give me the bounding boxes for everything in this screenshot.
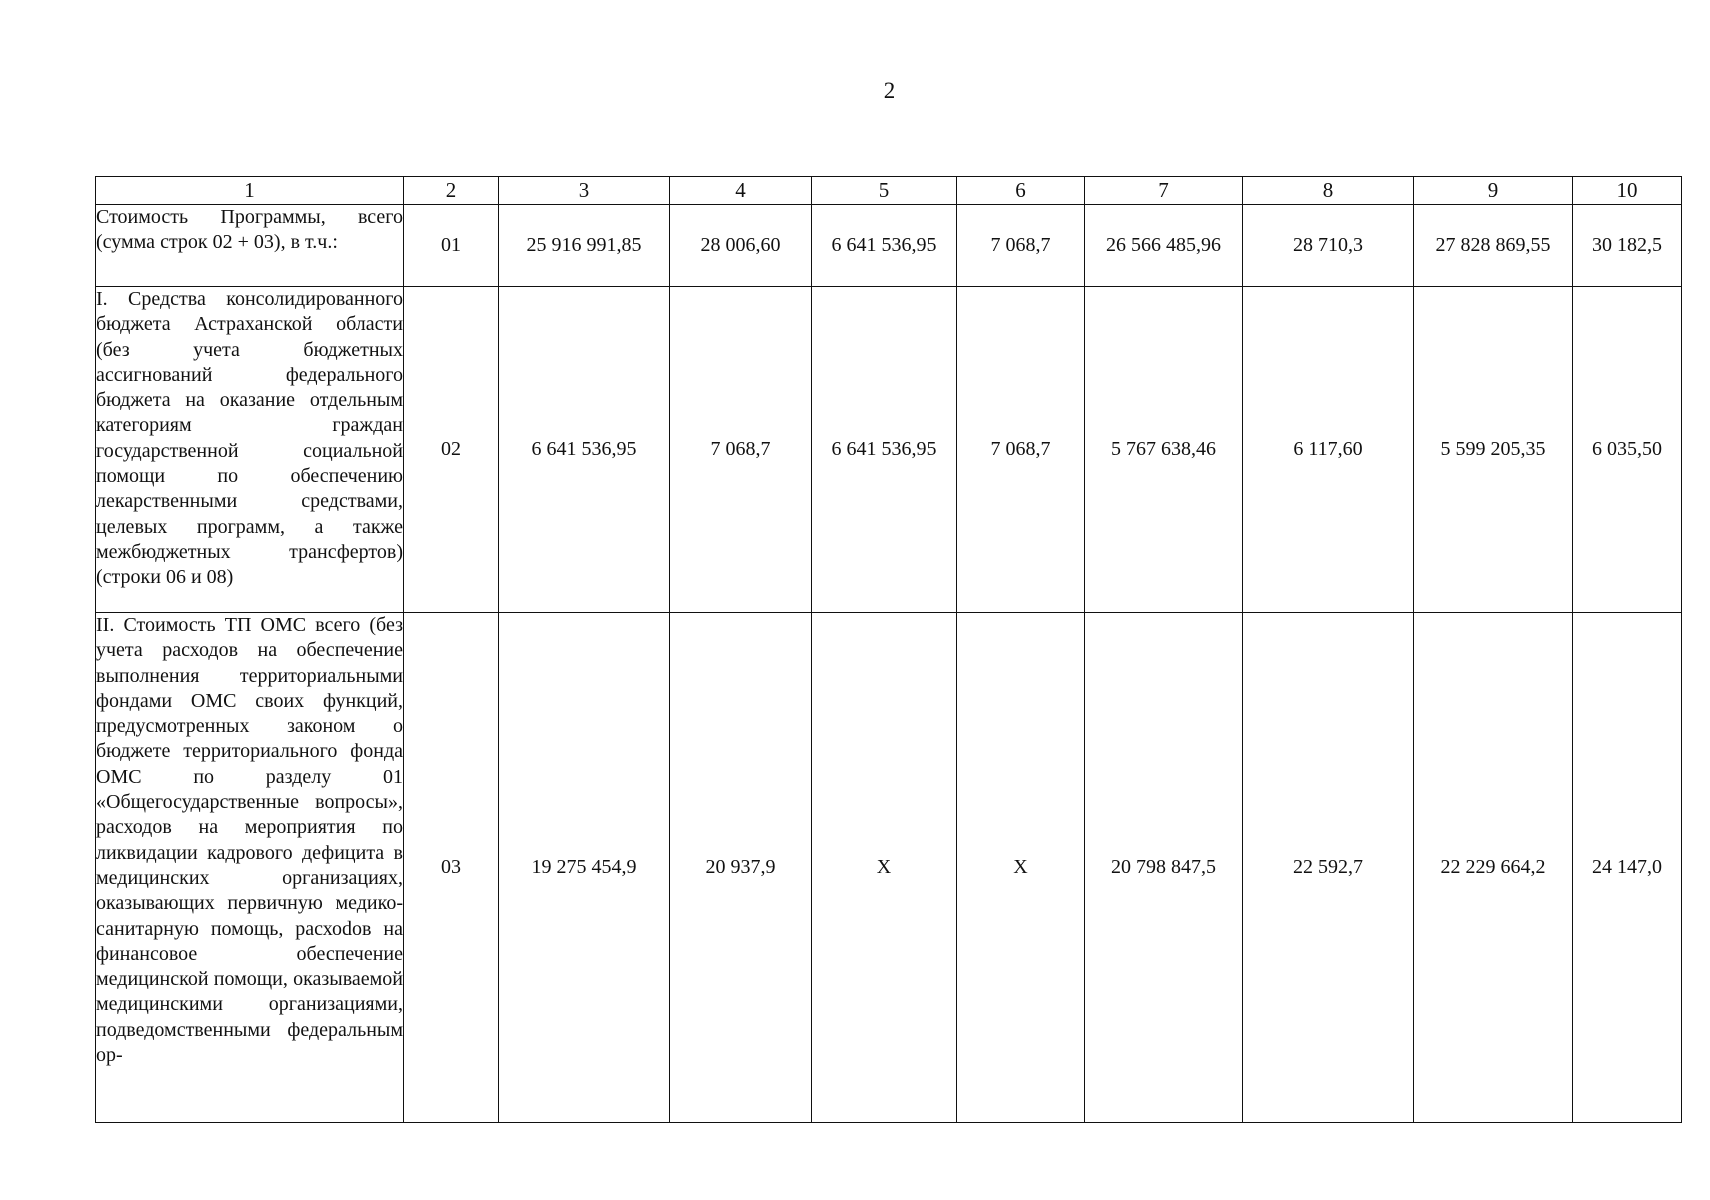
cell-value: 22 229 664,2 bbox=[1414, 613, 1573, 1123]
column-header: 1 bbox=[96, 177, 404, 205]
cell-value: 6 117,60 bbox=[1243, 287, 1414, 613]
cell-value: 25 916 991,85 bbox=[499, 205, 670, 287]
column-header: 8 bbox=[1243, 177, 1414, 205]
column-header: 9 bbox=[1414, 177, 1573, 205]
table-row bbox=[96, 613, 1682, 1123]
column-header: 7 bbox=[1085, 177, 1243, 205]
column-header: 10 bbox=[1573, 177, 1682, 205]
cell-value: 28 006,60 bbox=[670, 205, 812, 287]
cell-value: 26 566 485,96 bbox=[1085, 205, 1243, 287]
row-description: I. Средства консолидированного бюджета Астраханской области (без учета бюджетных ассигнований федерального бюджета на оказание отдельным категориям граждан государственной социальной помощи по обеспечению лекарственными средствами, целевых программ, а также межбюджетных трансфертов) (строки 06 и 08) bbox=[96, 287, 404, 613]
cell-value: 20 937,9 bbox=[670, 613, 812, 1123]
column-number-row bbox=[96, 177, 1682, 205]
row-description-text: II. Стоимость ТП ОМС всего (без учета расходов на обеспечение выполнения территориальными фондами ОМС своих функций, предусмотренных законом о бюджете территориального фонда ОМС по разделу 01 «Общегосударственные вопросы», расходов на мероприятия по ликвидации кадрового дефицита в медицинских организациях, оказывающих первичную медико-санитарную помощь, расхоdов на финансовое обеспечение медицинской помощи, оказываемой медицинскими организациями, подведомственными федеральным ор- bbox=[96, 614, 403, 1067]
row-code: 01 bbox=[404, 205, 499, 287]
table-row bbox=[96, 205, 1682, 287]
cell-value: X bbox=[957, 613, 1085, 1123]
cell-value: 6 641 536,95 bbox=[812, 205, 957, 287]
table-row bbox=[96, 287, 1682, 613]
cell-value: 22 592,7 bbox=[1243, 613, 1414, 1123]
row-description bbox=[96, 613, 404, 1123]
cell-value: X bbox=[812, 613, 957, 1123]
cost-table bbox=[95, 176, 1682, 1123]
page-number: 2 bbox=[883, 78, 896, 103]
row-description: Стоимость Программы, всего (сумма строк 02 + 03), в т.ч.: bbox=[96, 205, 404, 287]
cell-value: 24 147,0 bbox=[1573, 613, 1682, 1123]
row-code: 03 bbox=[404, 613, 499, 1123]
cell-value: 19 275 454,9 bbox=[499, 613, 670, 1123]
cell-value: 30 182,5 bbox=[1573, 205, 1682, 287]
cell-value: 28 710,3 bbox=[1243, 205, 1414, 287]
cell-value: 6 641 536,95 bbox=[499, 287, 670, 613]
cell-value: 6 035,50 bbox=[1573, 287, 1682, 613]
column-header: 5 bbox=[812, 177, 957, 205]
cell-value: 7 068,7 bbox=[670, 287, 812, 613]
cell-value: 27 828 869,55 bbox=[1414, 205, 1573, 287]
cell-value: 7 068,7 bbox=[957, 287, 1085, 613]
cell-value: 5 599 205,35 bbox=[1414, 287, 1573, 613]
cell-value: 7 068,7 bbox=[957, 205, 1085, 287]
cell-value: 5 767 638,46 bbox=[1085, 287, 1243, 613]
row-code: 02 bbox=[404, 287, 499, 613]
column-header: 6 bbox=[957, 177, 1085, 205]
cell-value: 20 798 847,5 bbox=[1085, 613, 1243, 1123]
cell-value: 6 641 536,95 bbox=[812, 287, 957, 613]
column-header: 2 bbox=[404, 177, 499, 205]
column-header: 4 bbox=[670, 177, 812, 205]
column-header: 3 bbox=[499, 177, 670, 205]
